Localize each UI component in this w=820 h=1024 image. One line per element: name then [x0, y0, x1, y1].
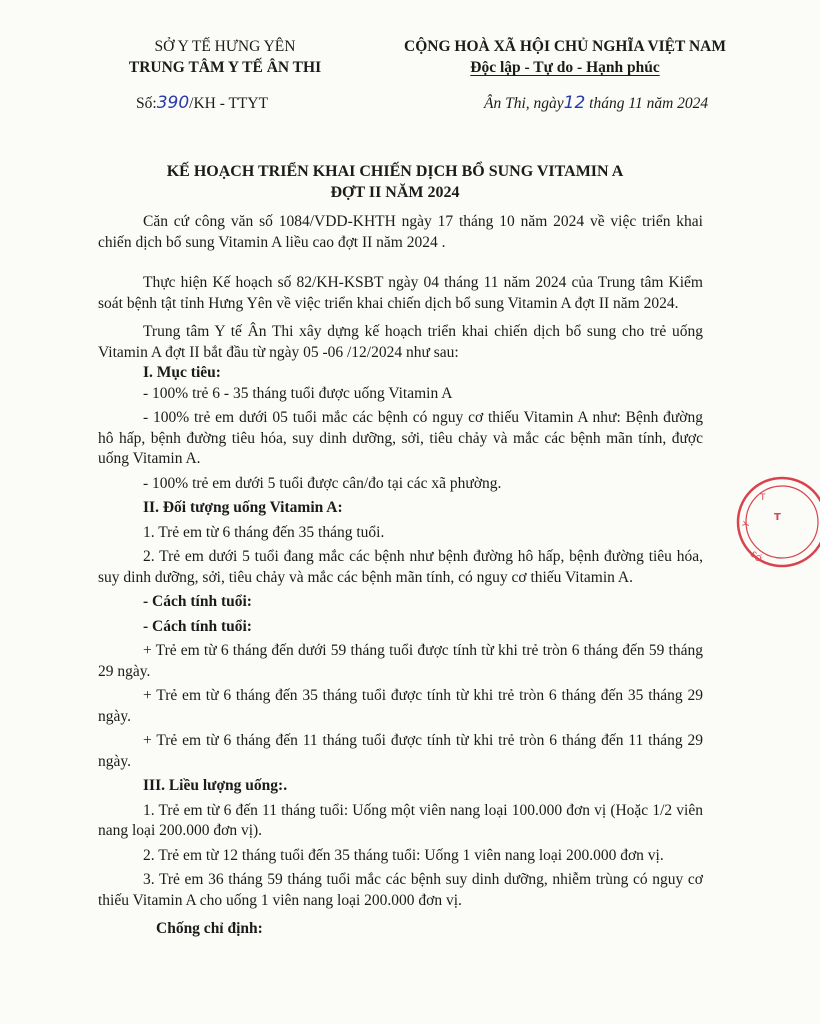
dosage-item: 1. Trẻ em từ 6 đến 11 tháng tuổi: Uống một viên nang loại 100.000 đơn vị (Hoặc 1/2 viên nang loại 200.000 đơn vị). — [98, 801, 703, 839]
document-date — [484, 93, 708, 113]
national-header — [380, 36, 750, 78]
plan-intro-paragraph: Trung tâm Y tế Ân Thi xây dựng kế hoạch triển khai chiến dịch bổ sung cho trẻ uống Vitamin A đợt II bắt đầu từ ngày 05 -06 /12/2024 như sau: — [98, 323, 703, 361]
nation-name: CỘNG HOÀ XÃ HỘI CHỦ NGHĨA VIỆT NAM — [404, 38, 726, 55]
issuing-organization — [100, 36, 350, 78]
center-name: TRUNG TÂM Y TẾ ÂN THI — [128, 59, 322, 76]
national-motto: Độc lập - Tự do - Hạnh phúc — [470, 59, 660, 76]
age-item: + Trẻ em từ 6 tháng đến 35 tháng tuổi được tính từ khi trẻ tròn 6 tháng đến 35 tháng 29 ngày. — [98, 687, 703, 725]
red-seal-stamp — [730, 470, 820, 575]
document-body — [98, 212, 703, 940]
svg-text:SỞ: SỞ — [748, 549, 764, 565]
department-name: SỞ Y TẾ HƯNG YÊN — [154, 38, 296, 55]
basis-paragraph: Căn cứ công văn số 1084/VDD-KHTH ngày 17 tháng 10 năm 2024 về việc triển khai chiến dịch bổ sung Vitamin A liều cao đợt II năm 2024 . — [98, 213, 703, 251]
section-target-heading: II. Đối tượng uống Vitamin A: — [143, 499, 343, 516]
objective-item: - 100% trẻ em dưới 5 tuổi được cân/đo tại các xã phường. — [143, 474, 502, 492]
doc-number-suffix: /KH - TTYT — [189, 95, 269, 112]
target-item: 1. Trẻ em từ 6 tháng đến 35 tháng tuổi. — [143, 523, 385, 541]
date-prefix: Ân Thi, ngày — [484, 95, 564, 112]
age-calculation-heading: - Cách tính tuổi: — [143, 617, 252, 635]
doc-number-prefix: Số: — [136, 95, 157, 112]
age-item: + Trẻ em từ 6 tháng đến 11 tháng tuổi được tính từ khi trẻ tròn 6 tháng đến 11 tháng 29 ngày. — [98, 732, 703, 770]
document-number — [136, 93, 268, 113]
objective-item: - 100% trẻ em dưới 05 tuổi mắc các bệnh có nguy cơ thiếu Vitamin A như: Bệnh đường hô hấp, bệnh đường tiêu hóa, suy dinh dưỡng, sởi, tiêu chảy và mắc các bệnh mãn tính, được uống Vitamin A. — [98, 409, 703, 467]
section-objectives-heading: I. Mục tiêu: — [143, 364, 221, 381]
implementation-paragraph: Thực hiện Kế hoạch số 82/KH-KSBT ngày 04 tháng 11 năm 2024 của Trung tâm Kiểm soát bệnh tật tỉnh Hưng Yên về việc triển khai chiến dịch bổ sung Vitamin A đợt II năm 2024. — [98, 274, 703, 312]
svg-text:T: T — [760, 493, 766, 503]
target-item: 2. Trẻ em dưới 5 tuổi đang mắc các bệnh như bệnh đường hô hấp, bệnh đường tiêu hóa, suy dinh dưỡng, sởi, tiêu chảy và mắc các bệnh mãn tính, có nguy cơ thiếu Vitamin A. — [98, 548, 703, 586]
age-item: + Trẻ em từ 6 tháng đến dưới 59 tháng tuổi được tính từ khi trẻ tròn 6 tháng đến 59 tháng 29 ngày. — [98, 642, 703, 680]
document-title — [60, 161, 730, 203]
date-suffix: tháng 11 năm 2024 — [585, 95, 709, 112]
title-line-2: ĐỢT II NĂM 2024 — [330, 184, 460, 201]
dosage-item: 3. Trẻ em 36 tháng 59 tháng tuổi mắc các bệnh suy dinh dưỡng, nhiễm trùng có nguy cơ thiếu Vitamin A cho uống 1 viên nang loại 200.000 đơn vị. — [98, 871, 703, 909]
objective-item: - 100% trẻ 6 - 35 tháng tuổi được uống Vitamin A — [143, 384, 453, 402]
section-dosage-heading: III. Liều lượng uống:. — [143, 777, 288, 794]
dosage-item: 2. Trẻ em từ 12 tháng tuổi đến 35 tháng tuổi: Uống 1 viên nang loại 200.000 đơn vị. — [143, 846, 664, 864]
doc-number-handwritten: 390 — [156, 93, 190, 113]
svg-text:T: T — [774, 512, 781, 523]
title-line-1: KẾ HOẠCH TRIỂN KHAI CHIẾN DỊCH BỔ SUNG VITAMIN A — [166, 163, 624, 180]
date-day-handwritten: 12 — [563, 93, 586, 113]
svg-text:Y: Y — [741, 520, 753, 530]
age-calculation-heading: - Cách tính tuổi: — [143, 593, 252, 610]
contraindication-heading: Chống chỉ định: — [156, 920, 263, 937]
